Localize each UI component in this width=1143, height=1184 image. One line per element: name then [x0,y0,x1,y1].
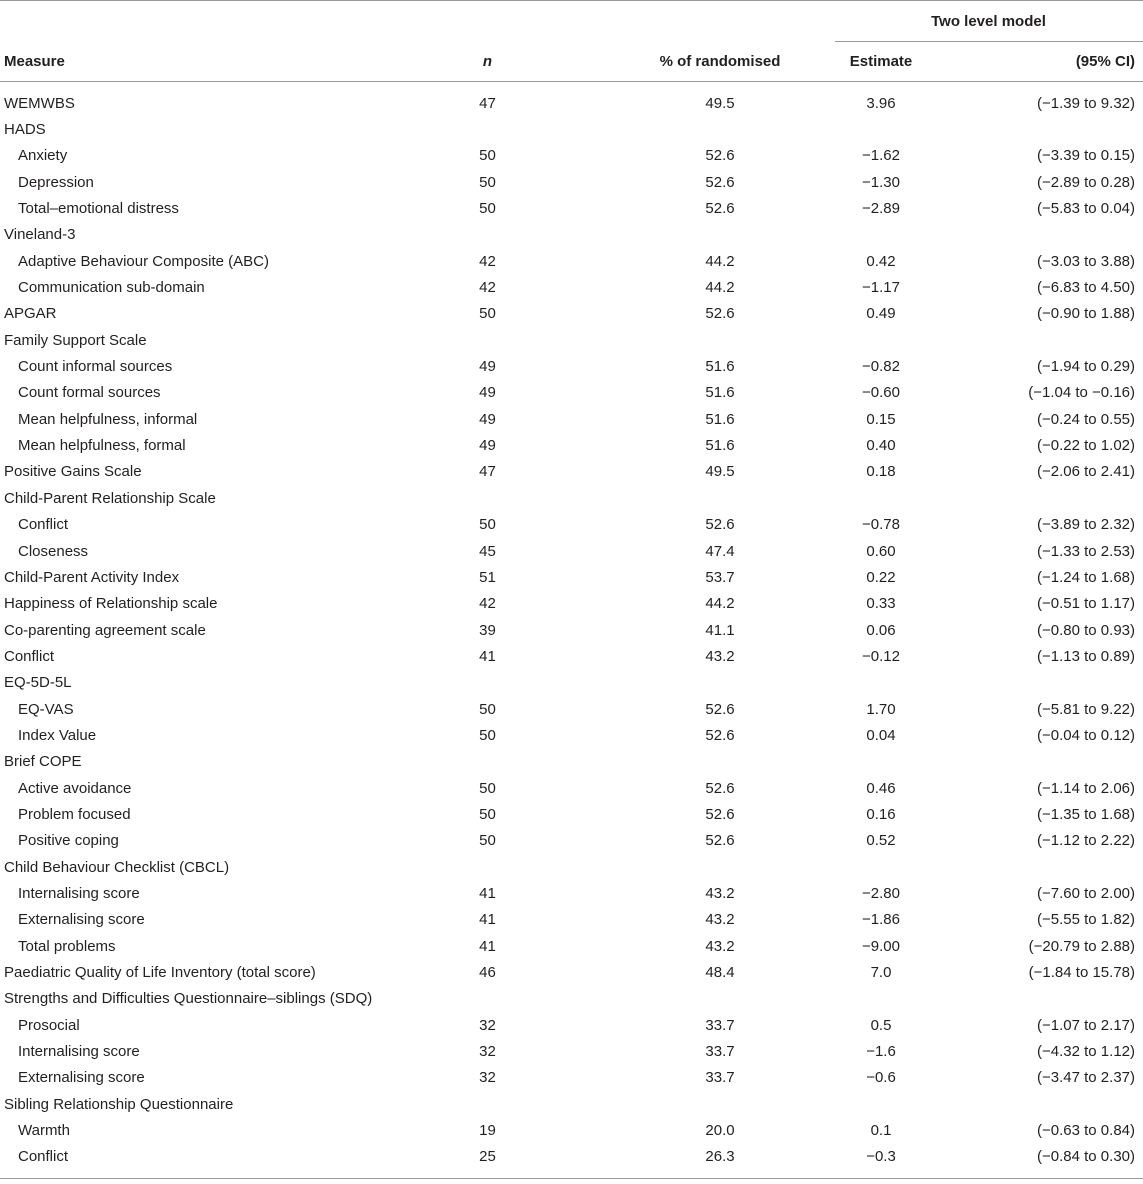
n-cell: 50 [479,305,496,323]
measure-cell: EQ-5D-5L [4,674,72,692]
pct-randomised-cell: 52.6 [705,832,735,850]
ci-cell [927,222,1143,248]
measure-cell: Mean helpfulness, informal [18,410,198,428]
n-cell [370,749,605,775]
ci-cell: (−0.04 to 0.12) [1037,726,1135,744]
pct-randomised-cell: 52.6 [705,516,735,534]
table-row [0,880,1143,906]
ci-cell: (−1.13 to 0.89) [1037,647,1135,665]
estimate-cell [835,749,927,775]
pct-randomised-cell [605,749,835,775]
estimate-cell: 1.70 [866,700,896,718]
estimate-cell: 0.18 [866,463,896,481]
ci-cell [927,327,1143,353]
ci-cell [927,116,1143,142]
ci-cell: (−5.81 to 9.22) [1037,700,1135,718]
n-cell: 50 [479,147,496,165]
pct-randomised-cell: 26.3 [705,1148,735,1166]
n-cell: 41 [479,647,496,665]
estimate-cell: −0.6 [866,1069,896,1087]
n-cell: 25 [479,1148,496,1166]
table-row [0,749,1143,775]
pct-randomised-cell: 52.6 [705,700,735,718]
estimate-cell: −0.82 [862,358,900,376]
pct-randomised-cell: 52.6 [705,147,735,165]
estimate-cell: 0.60 [866,542,896,560]
estimate-cell [835,116,927,142]
measure-cell: Count informal sources [18,358,173,376]
estimate-cell [835,854,927,880]
table-row [0,1038,1143,1064]
measure-cell: Problem focused [18,805,131,823]
ci-header: (95% CI) [927,42,1143,82]
table-row [0,933,1143,959]
estimate-cell [835,327,927,353]
measure-cell: Externalising score [18,1069,145,1087]
table-row [0,591,1143,617]
table-row [0,907,1143,933]
ci-cell: (−3.47 to 2.37) [1037,1069,1135,1087]
measure-cell: Family Support Scale [4,331,147,349]
table-row [0,82,1143,117]
n-header: n [370,42,605,82]
pct-randomised-cell: 52.6 [705,726,735,744]
estimate-cell: −0.78 [862,516,900,534]
pct-randomised-cell: 43.2 [705,647,735,665]
measure-cell: Child-Parent Relationship Scale [4,489,216,507]
ci-cell: (−0.90 to 1.88) [1037,305,1135,323]
n-cell: 50 [479,726,496,744]
ci-cell: (−3.39 to 0.15) [1037,147,1135,165]
pct-randomised-cell: 51.6 [705,410,735,428]
measure-cell: EQ-VAS [18,700,74,718]
n-cell [370,854,605,880]
pct-randomised-cell: 49.5 [705,94,735,112]
table-row [0,538,1143,564]
measure-cell: Total problems [18,937,116,955]
measure-cell: Vineland-3 [4,226,76,244]
measure-cell: Child-Parent Activity Index [4,568,180,586]
table-body [0,82,1143,1179]
ci-cell: (−1.14 to 2.06) [1037,779,1135,797]
measure-cell: Warmth [18,1122,70,1140]
n-cell [370,986,605,1012]
ci-cell: (−1.33 to 2.53) [1037,542,1135,560]
ci-cell: (−20.79 to 2.88) [1028,937,1135,955]
n-cell: 51 [479,568,496,586]
table-row [0,512,1143,538]
n-cell [370,1091,605,1117]
table-row [0,195,1143,221]
table-row [0,696,1143,722]
measure-cell: Sibling Relationship Questionnaire [4,1095,234,1113]
measure-cell: Child Behaviour Checklist (CBCL) [4,858,230,876]
n-cell: 42 [479,595,496,613]
pct-randomised-cell: 52.6 [705,173,735,191]
measure-cell: Positive coping [18,832,119,850]
n-cell: 50 [479,200,496,218]
ci-cell: (−1.24 to 1.68) [1037,568,1135,586]
estimate-cell: 0.16 [866,805,896,823]
table-row [0,143,1143,169]
measure-cell: Co-parenting agreement scale [4,621,206,639]
estimate-cell: 0.5 [870,1016,892,1034]
table-row [0,248,1143,274]
pct-randomised-cell: 53.7 [705,568,735,586]
table-row [0,406,1143,432]
table-row [0,986,1143,1012]
ci-cell: (−1.12 to 2.22) [1037,832,1135,850]
estimate-cell: 0.33 [866,595,896,613]
pct-randomised-cell: 20.0 [705,1122,735,1140]
measure-cell: Prosocial [18,1016,80,1034]
estimate-cell: 0.42 [866,252,896,270]
n-cell [370,327,605,353]
pct-randomised-cell: 47.4 [705,542,735,560]
measure-cell: Brief COPE [4,753,82,771]
n-cell: 49 [479,358,496,376]
measure-cell: APGAR [4,305,57,323]
measure-cell: Depression [18,173,94,191]
estimate-cell [835,485,927,511]
measure-cell: Internalising score [18,884,140,902]
table-row [0,1144,1143,1179]
estimate-cell: −2.89 [862,200,900,218]
pct-randomised-cell: 52.6 [705,779,735,797]
table-row [0,643,1143,669]
n-cell: 39 [479,621,496,639]
n-cell: 47 [479,94,496,112]
estimate-cell: −9.00 [862,937,900,955]
table-row [0,854,1143,880]
pct-randomised-cell [605,1091,835,1117]
n-cell: 49 [479,410,496,428]
n-cell: 32 [479,1069,496,1087]
table-row [0,775,1143,801]
ci-cell: (−0.84 to 0.30) [1037,1148,1135,1166]
ci-cell: (−1.07 to 2.17) [1037,1016,1135,1034]
two-level-model-header: Two level model [835,1,1143,42]
n-cell: 19 [479,1122,496,1140]
n-cell [370,485,605,511]
measure-cell: Count formal sources [18,384,161,402]
ci-cell: (−0.24 to 0.55) [1037,410,1135,428]
ci-cell: (−0.63 to 0.84) [1037,1122,1135,1140]
estimate-cell: −1.17 [862,279,900,297]
measure-cell: Closeness [18,542,89,560]
n-cell: 42 [479,279,496,297]
table-row [0,327,1143,353]
ci-cell [927,986,1143,1012]
n-cell: 41 [479,911,496,929]
n-cell: 50 [479,516,496,534]
pct-randomised-cell: 51.6 [705,358,735,376]
pct-randomised-cell [605,854,835,880]
measure-header: Measure [0,42,370,82]
group-header-row [0,1,1143,42]
ci-cell: (−1.94 to 0.29) [1037,358,1135,376]
estimate-cell: −0.60 [862,384,900,402]
ci-cell: (−3.03 to 3.88) [1037,252,1135,270]
estimate-cell: −1.86 [862,911,900,929]
measure-cell: Externalising score [18,911,145,929]
n-cell [370,222,605,248]
estimate-cell [835,670,927,696]
ci-cell: (−2.89 to 0.28) [1037,173,1135,191]
measure-cell: Internalising score [18,1043,140,1061]
pct-randomised-cell [605,116,835,142]
pct-randomised-cell: 44.2 [705,252,735,270]
table-row [0,169,1143,195]
table-row [0,1012,1143,1038]
measure-cell: Strengths and Difficulties Questionnaire–siblings (SDQ) [4,990,373,1008]
pct-randomised-cell: 51.6 [705,384,735,402]
ci-cell [927,670,1143,696]
table-row [0,670,1143,696]
table-row [0,459,1143,485]
pct-randomised-cell: 41.1 [705,621,735,639]
n-cell: 32 [479,1016,496,1034]
table-row [0,274,1143,300]
table-row [0,301,1143,327]
pct-randomised-cell: 33.7 [705,1069,735,1087]
pct-randomised-cell [605,327,835,353]
estimate-cell [835,986,927,1012]
n-cell: 41 [479,884,496,902]
column-header-row [0,42,1143,82]
measure-cell: Happiness of Relationship scale [4,595,218,613]
pct-randomised-cell: 44.2 [705,595,735,613]
n-cell: 50 [479,805,496,823]
n-cell: 50 [479,700,496,718]
n-cell: 50 [479,779,496,797]
pct-randomised-cell: 49.5 [705,463,735,481]
estimate-cell: 7.0 [870,964,892,982]
ci-cell [927,854,1143,880]
ci-cell: (−0.51 to 1.17) [1037,595,1135,613]
n-cell: 41 [479,937,496,955]
estimate-cell [835,222,927,248]
measure-cell: HADS [4,121,46,139]
n-cell [370,670,605,696]
n-cell [370,116,605,142]
estimate-cell: −1.30 [862,173,900,191]
table-row [0,1091,1143,1117]
estimate-cell: 0.06 [866,621,896,639]
estimate-cell [835,1091,927,1117]
measure-cell: Positive Gains Scale [4,463,142,481]
pct-randomised-cell: 33.7 [705,1016,735,1034]
measure-cell: Paediatric Quality of Life Inventory (total score) [4,964,316,982]
measure-cell: Communication sub-domain [18,279,205,297]
n-cell: 50 [479,832,496,850]
estimate-cell: 0.04 [866,726,896,744]
pct-randomised-cell: 43.2 [705,937,735,955]
measure-cell: WEMWBS [4,94,75,112]
pct-randomised-cell [605,485,835,511]
measure-cell: Conflict [4,647,55,665]
pct-randomised-cell: 33.7 [705,1043,735,1061]
estimate-cell: 0.49 [866,305,896,323]
table-row [0,564,1143,590]
estimate-cell: −0.12 [862,647,900,665]
table-row [0,116,1143,142]
table-row [0,353,1143,379]
pct-randomised-header: % of randomised [605,42,835,82]
ci-cell: (−2.06 to 2.41) [1037,463,1135,481]
estimate-cell: 0.40 [866,437,896,455]
n-cell: 49 [479,437,496,455]
pct-randomised-cell: 48.4 [705,964,735,982]
table-row [0,828,1143,854]
measure-cell: Conflict [18,516,69,534]
n-cell: 50 [479,173,496,191]
estimate-cell: −2.80 [862,884,900,902]
ci-cell [927,1091,1143,1117]
measure-cell: Mean helpfulness, formal [18,437,186,455]
ci-cell: (−4.32 to 1.12) [1037,1043,1135,1061]
n-cell: 49 [479,384,496,402]
pct-randomised-cell [605,986,835,1012]
estimate-header: Estimate [835,42,927,82]
ci-cell: (−3.89 to 2.32) [1037,516,1135,534]
measure-cell: Total–emotional distress [18,200,179,218]
estimate-cell: −1.62 [862,147,900,165]
ci-cell: (−1.39 to 9.32) [1037,94,1135,112]
pct-randomised-cell: 52.6 [705,200,735,218]
estimate-cell: 0.1 [870,1122,892,1140]
ci-cell: (−1.35 to 1.68) [1037,805,1135,823]
measure-cell: Conflict [18,1148,69,1166]
ci-cell: (−1.84 to 15.78) [1028,964,1135,982]
ci-cell: (−5.55 to 1.82) [1037,911,1135,929]
table-row [0,617,1143,643]
pct-randomised-cell [605,670,835,696]
table-row [0,380,1143,406]
ci-cell: (−5.83 to 0.04) [1037,200,1135,218]
n-cell: 47 [479,463,496,481]
ci-cell [927,485,1143,511]
table-row [0,1117,1143,1143]
n-cell: 45 [479,542,496,560]
ci-cell: (−0.22 to 1.02) [1037,437,1135,455]
n-cell: 42 [479,252,496,270]
pct-randomised-cell: 43.2 [705,911,735,929]
ci-cell [927,749,1143,775]
measure-cell: Index Value [18,726,97,744]
pct-randomised-cell: 52.6 [705,305,735,323]
pct-randomised-cell: 44.2 [705,279,735,297]
pct-randomised-cell: 51.6 [705,437,735,455]
table-row [0,722,1143,748]
table-row [0,1065,1143,1091]
measure-cell: Anxiety [18,147,68,165]
ci-cell: (−6.83 to 4.50) [1037,279,1135,297]
pct-randomised-cell [605,222,835,248]
pct-randomised-cell: 43.2 [705,884,735,902]
estimate-cell: −0.3 [866,1148,896,1166]
estimate-cell: 0.52 [866,832,896,850]
measure-cell: Active avoidance [18,779,132,797]
table-row [0,959,1143,985]
estimate-cell: 0.22 [866,568,896,586]
measure-cell: Adaptive Behaviour Composite (ABC) [18,252,269,270]
ci-cell: (−7.60 to 2.00) [1037,884,1135,902]
n-cell: 32 [479,1043,496,1061]
table-row [0,432,1143,458]
estimate-cell: −1.6 [866,1043,896,1061]
estimate-cell: 0.46 [866,779,896,797]
table-row [0,801,1143,827]
table-row [0,485,1143,511]
pct-randomised-cell: 52.6 [705,805,735,823]
ci-cell: (−0.80 to 0.93) [1037,621,1135,639]
ci-cell: (−1.04 to −0.16) [1028,384,1135,402]
table-row [0,222,1143,248]
n-cell: 46 [479,964,496,982]
estimate-cell: 0.15 [866,410,896,428]
estimate-cell: 3.96 [866,94,896,112]
